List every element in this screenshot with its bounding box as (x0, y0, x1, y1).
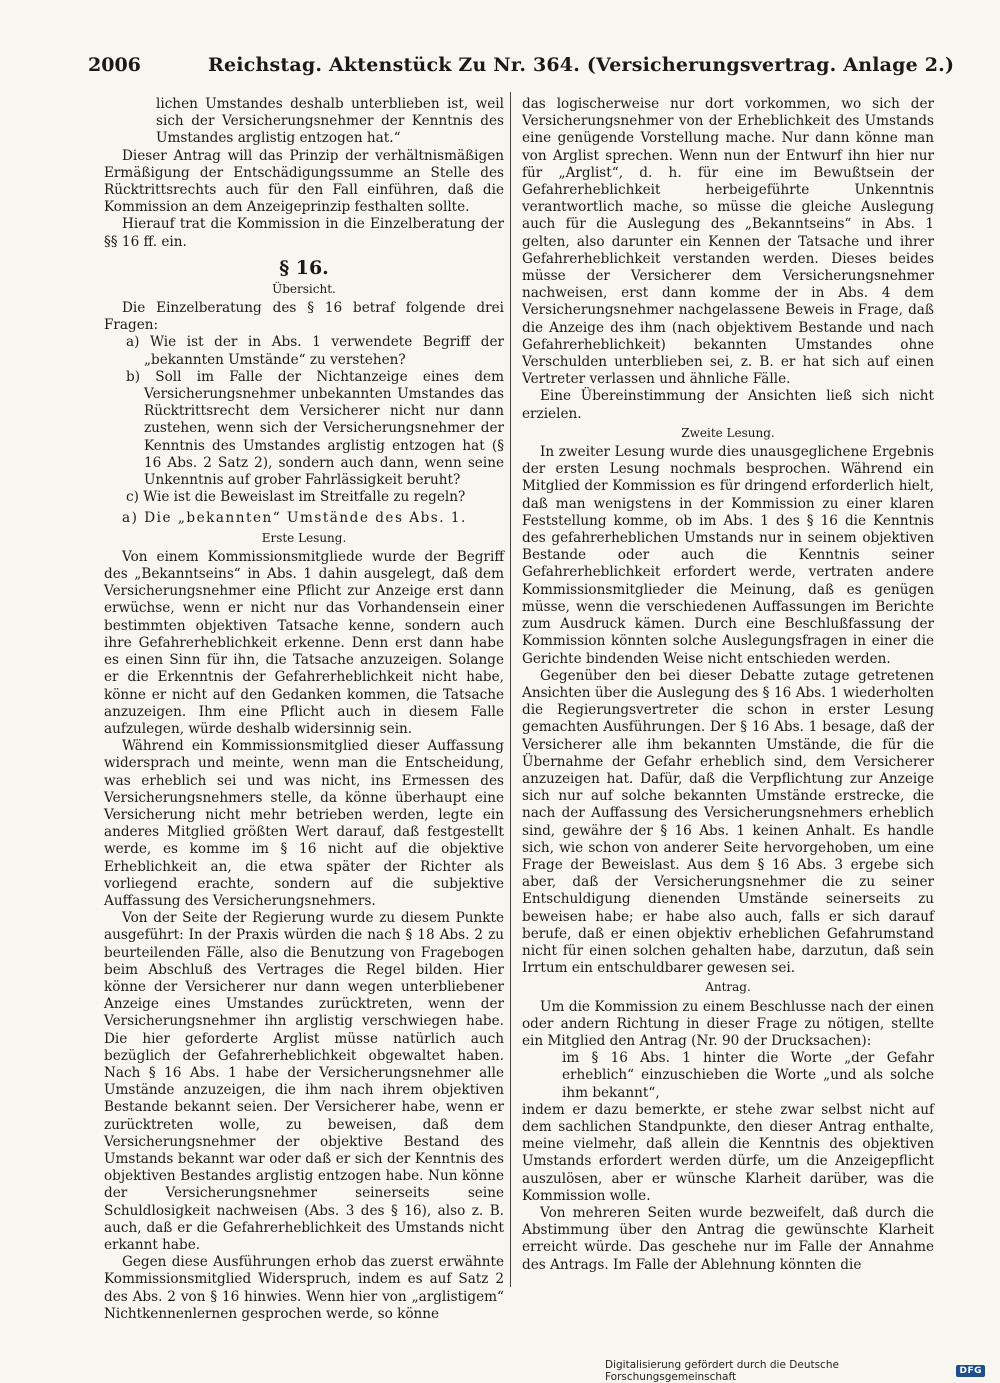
paragraph: Während ein Kommissionsmitglied dieser Auffassung widersprach und meinte, wenn man die Entscheidung, was erheblich sei und was nicht, ins Ermessen des Versicherungsnehmers stelle, da könne überhaupt eine Versicherung nicht mehr betrieben werden, legte ein anderes Mitglied größten Wert darauf, daß festgestellt werde, es komme im § 16 nicht auf die objektive Erheblichkeit an, die etwa später der Richter als vorliegend erachte, sondern auf die subjektive Auffassung des Versicherungsnehmers. (104, 738, 504, 909)
paragraph: Die Einzelberatung des § 16 betraf folgende drei Fragen: (104, 300, 504, 334)
subsection-heading: a) Die „bekannten“ Umstände des Abs. 1. (122, 510, 467, 527)
motion-heading: Antrag. (705, 980, 751, 995)
paragraph: lichen Umstandes deshalb unterblieben ist, weil sich der Versicherungsnehmer der Kenntnis des Umstandes arglistig entzogen hat.“ (156, 96, 504, 147)
first-reading-heading: Erste Lesung. (261, 530, 347, 545)
paragraph: Gegenüber den bei dieser Debatte zutage getretenen Ansichten über die Auslegung des § 16 Abs. 1 wiederholten die Regierungsvertreter die schon in erster Lesung gemachten Ausführungen. Der § 16 Abs. 1 besage, daß der Versicherer alle ihm bekannten Umstände, die für die Übernahme der Gefahr erheblich sind, dem Versicherer anzuzeigen hat. Dafür, daß die Verpflichtung zur Anzeige sich nur auf solche bekannten Umstände erstrecke, die nach der Auffassung des Versicherungsnehmers erheblich sind, gewähre der § 16 Abs. 1 keinen Anhalt. Es handle sich, wie schon von anderer Seite hervorgehoben, um eine Frage der Beweislast. Aus dem § 16 Abs. 3 ergebe sich aber, daß der Versicherungsnehmer die zu seiner Entschuldigung dienenden Umstände seinerseits zu beweisen habe; er habe also auch, falls er sich darauf berufe, daß er einen objektiv erheblichen Gefahrumstand nicht für einen solchen gehalten habe, darzutun, daß sein Irrtum ein entschuldbarer gewesen sei. (522, 667, 934, 977)
list-item: b) Soll im Falle der Nichtanzeige eines dem Versicherungsnehmer unbekannten Umstandes das Rücktrittsrecht dem Versicherer nicht nur dann zustehen, wenn sich der Versicherungsnehmer der Kenntnis des Umstandes arglistig entzogen hat (§ 16 Abs. 2 Satz 2), sondern auch dann, wenn seine Unkenntnis auf grober Fahrlässigkeit beruht? (126, 368, 504, 489)
page-header (88, 54, 955, 84)
paragraph: Von einem Kommissionsmitgliede wurde der Begriff des „Bekanntseins“ in Abs. 1 dahin ausgelegt, daß dem Versicherungsnehmer eine Pflicht zur Anzeige erst dann erwüchse, wenn er nicht nur das Vorhandensein einer bestimmten objektiven Tatsache kenne, sondern auch ihre Gefahrerheblichkeit erkenne. Denn erst dann habe es einen Sinn für ihn, die Tatsache anzuzeigen. Solange er die Erkenntnis der Gefahrerheblichkeit nicht habe, könne er nicht auf den Gedanken kommen, die Tatsache anzuzeigen. Ihm eine Pflicht auch in diesem Falle aufzulegen, würde deshalb widersinnig sein. (104, 548, 504, 737)
footer (605, 1359, 985, 1383)
second-reading-heading: Zweite Lesung. (681, 425, 775, 440)
paragraph: Gegen diese Ausführungen erhob das zuerst erwähnte Kommissionsmitglied Widerspruch, indem es auf Satz 2 des Abs. 2 von § 16 hinwies. Wenn hier von „arglistigem“ Nichtkennenlernen gesprochen werde, so könne (104, 1254, 504, 1322)
paragraph: indem er dazu bemerkte, er stehe zwar selbst nicht auf dem sachlichen Standpunkte, den dieser Antrag enthalte, meine vielmehr, daß allein die Kenntnis des objektiven Umstands erfordert werden dürfe, um die Anzeigepflicht auszulösen, aber er wünsche Klarheit darüber, was die Kommission wolle. (522, 1101, 934, 1204)
right-column (522, 96, 934, 1274)
question-list (104, 334, 504, 506)
motion-quote: im § 16 Abs. 1 hinter die Worte „der Gefahr erheblich“ einzuschieben die Worte „und als solche ihm bekannt“, (562, 1050, 934, 1101)
paragraph: Hierauf trat die Kommission in die Einzelberatung der §§ 16 ff. ein. (104, 216, 504, 250)
funding-note: Digitalisierung gefördert durch die Deutsche Forschungsgemeinschaft (605, 1359, 839, 1383)
page-number: 2006 (88, 54, 141, 76)
dfg-logo-icon: DFG (956, 1365, 985, 1377)
paragraph: Dieser Antrag will das Prinzip der verhältnismäßigen Ermäßigung der Entschädigungssumme an Stelle des Rücktrittsrechts auch für den Fall einführen, daß die Kommission an dem Anzeigeprinzip festhalten sollte. (104, 147, 504, 216)
running-title: Reichstag. Aktenstück Zu Nr. 364. (Versicherungsvertrag. Anlage 2.) (208, 54, 955, 76)
paragraph: Um die Kommission zu einem Beschlusse nach der einen oder andern Richtung in dieser Frage zu nötigen, stellte ein Mitglied den Antrag (Nr. 90 der Drucksachen): (522, 998, 934, 1049)
paragraph: Von mehreren Seiten wurde bezweifelt, daß durch die Abstimmung über den Antrag die gewünschte Klarheit erreicht würde. Das geschehe nur im Falle der Annahme des Antrags. Im Falle der Ablehnung könnten die (522, 1205, 934, 1273)
paragraph: In zweiter Lesung wurde dies unausgeglichene Ergebnis der ersten Lesung nochmals besprochen. Während ein Mitglied der Kommission es für dringend erforderlich hielt, daß man wenigstens in der Kommission zu einer klaren Feststellung komme, ob im Abs. 1 des § 16 die Kenntnis des gefahrerheblichen Umstands nur in seinem objektiven Bestande oder auch die Kenntnis seiner Gefahrerheblichkeit erfordert werde, vertraten andere Kommissionsmitglieder die Meinung, daß es genügen müsse, wenn die verschiedenen Auffassungen im Berichte zum Ausdruck kämen. Durch eine Beschlußfassung der Kommission könnten solche Auslegungsfragen in einer die Gerichte bindenden Weise nicht entschieden werden. (522, 444, 934, 667)
left-column (104, 96, 504, 1323)
paragraph: Von der Seite der Regierung wurde zu diesem Punkte ausgeführt: In der Praxis würden die nach § 18 Abs. 2 zu beurteilenden Fälle, also die Benutzung von Fragebogen beim Abschluß des Vertrages die Regel bilden. Hier könne der Versicherer nur dann wegen unterbliebener Anzeige eines Umstandes zurücktreten, wenn der Versicherungsnehmer ihn arglistig verschwiegen habe. Die hier geforderte Arglist müsse natürlich auch bezüglich der Gefahrerheblichkeit obgewaltet haben. Nach § 16 Abs. 1 habe der Versicherungsnehmer alle Umstände anzuzeigen, die ihm nach ihrem objektiven Bestande bekannt seien. Der Versicherer habe, wenn er zurücktreten wolle, zu beweisen, daß dem Versicherungsnehmer der objektive Bestand des Umstands bekannt war oder daß er sich der Kenntnis des objektiven Bestandes arglistig entzogen habe. Nun könne der Versicherungsnehmer seinerseits seine Schuldlosigkeit nachweisen (Abs. 3 des § 16), also z. B. auch, daß er die Gefahrerheblichkeit des Umstands nicht erkannt habe. (104, 910, 504, 1253)
column-divider (510, 92, 511, 1287)
section-heading: § 16. (279, 256, 329, 279)
list-item: c) Wie ist die Beweislast im Streitfalle zu regeln? (126, 489, 466, 506)
paragraph: das logischerweise nur dort vorkommen, wo sich der Versicherungsnehmer von der Erheblichkeit des Umstands eine genügende Vorstellung mache. Nur dann könne man von Arglist sprechen. Wenn nun der Entwurf ihn hier nur für „Arglist“, d. h. für eine im Bewußtsein der Gefahrerheblichkeit herbeigeführte Unkenntnis verantwortlich mache, so müsse die gleiche Auslegung auch für die Auslegung des „Bekanntseins“ in Abs. 1 gelten, also darunter ein Kennen der Tatsache und ihrer Gefahrerheblichkeit verstanden werden. Dieses beides müsse der Versicherer dem Versicherungsnehmer nachweisen, erst dann komme der in Abs. 4 dem Versicherungsnehmer nachgelassene Beweis in Frage, daß die Anzeige des ihm (nach objektivem Bestande und nach Gefahrerheblichkeit) bekannten Umstandes ohne Verschulden unterblieben sei, z. B. er hat sich auf einen Vertreter verlassen und ähnliche Fälle. (522, 96, 934, 388)
paragraph: Eine Übereinstimmung der Ansichten ließ sich nicht erzielen. (522, 388, 934, 422)
list-item: a) Wie ist der in Abs. 1 verwendete Begriff der „bekannten Umstände“ zu verstehen? (126, 334, 504, 368)
overview-heading: Übersicht. (272, 281, 336, 296)
